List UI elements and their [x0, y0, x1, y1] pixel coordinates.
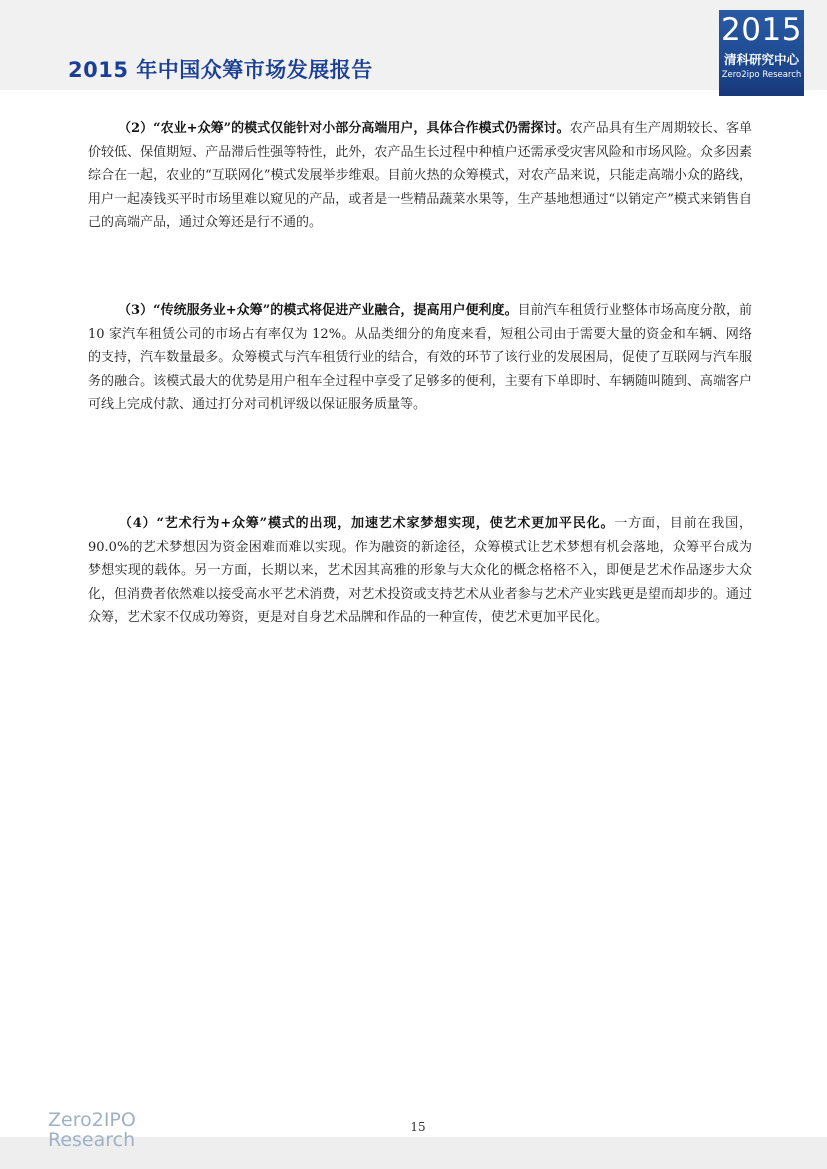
paragraph-lead: （2）“农业+众筹”的模式仅能针对小部分高端用户，具体合作模式仍需探讨。 [118, 121, 570, 136]
badge-name-en: Zero2ipo Research [721, 70, 802, 80]
badge-name-cn: 清科研究中心 [723, 52, 799, 67]
paragraph-lead: （4）“艺术行为+众筹”模式的出现，加速艺术家梦想实现，使艺术更加平民化。 [118, 516, 615, 531]
paragraph-lead: （3）“传统服务业+众筹”的模式将促进产业融合，提高用户便利度。 [118, 303, 518, 318]
paragraph-body: 农产品具有生产周期较长、客单价较低、保值期短、产品滞后性强等特性，此外，农产品生长过程中种植户还需承受灾害风险和市场风险。众多因素综合在一起，农业的“互联网化”模式发展举步维艰。目前火热的众筹模式，对农产品来说，只能走高端小众的路线，用户一起凑钱买平时市场里难以窥见的产品，或者是一些精品蔬菜水果等，生产基地想通过“以销定产”模式来销售自己的高端产品，通过众筹还是行不通的。 [88, 121, 752, 230]
paragraph-body: 目前汽车租赁行业整体市场高度分散，前 10 家汽车租赁公司的市场占有率仅为 12%。从品类细分的角度来看，短租公司由于需要大量的资金和车辆、网络的支持，汽车数量最多。众筹模式与汽车租赁行业的结合，有效的环节了该行业的发展困局，促使了互联网与汽车服务的融合。该模式最大的优势是用户租车全过程中享受了足够多的便利，主要有下单即时、车辆随叫随到、高端客户可线上完成付款、通过打分对司机评级以保证服务质量等。 [88, 303, 752, 412]
page-number: 15 [410, 1120, 426, 1134]
paragraph-agriculture [88, 117, 752, 235]
logo-line-1: Zero2IPO [48, 1109, 136, 1131]
research-center-badge [719, 10, 804, 96]
document-title: 2015 年中国众筹市场发展报告 [68, 58, 373, 82]
badge-year: 2015 [721, 12, 802, 48]
logo-line-2: Research [48, 1129, 136, 1151]
zero2ipo-logo [48, 1110, 136, 1150]
paragraph-art [88, 512, 752, 630]
paragraph-traditional-service [88, 299, 752, 417]
paragraph-body: 一方面，目前在我国，90.0%的艺术梦想因为资金困难而难以实现。作为融资的新途径，众筹模式让艺术梦想有机会落地，众筹平台成为梦想实现的载体。另一方面，长期以来，艺术因其高雅的形象与大众化的概念格格不入，即便是艺术作品逐步大众化，但消费者依然难以接受高水平艺术消费，对艺术投资或支持艺术从业者参与艺术产业实践更是望而却步的。通过众筹，艺术家不仅成功筹资，更是对自身艺术品牌和作品的一种宣传，使艺术更加平民化。 [88, 516, 752, 625]
